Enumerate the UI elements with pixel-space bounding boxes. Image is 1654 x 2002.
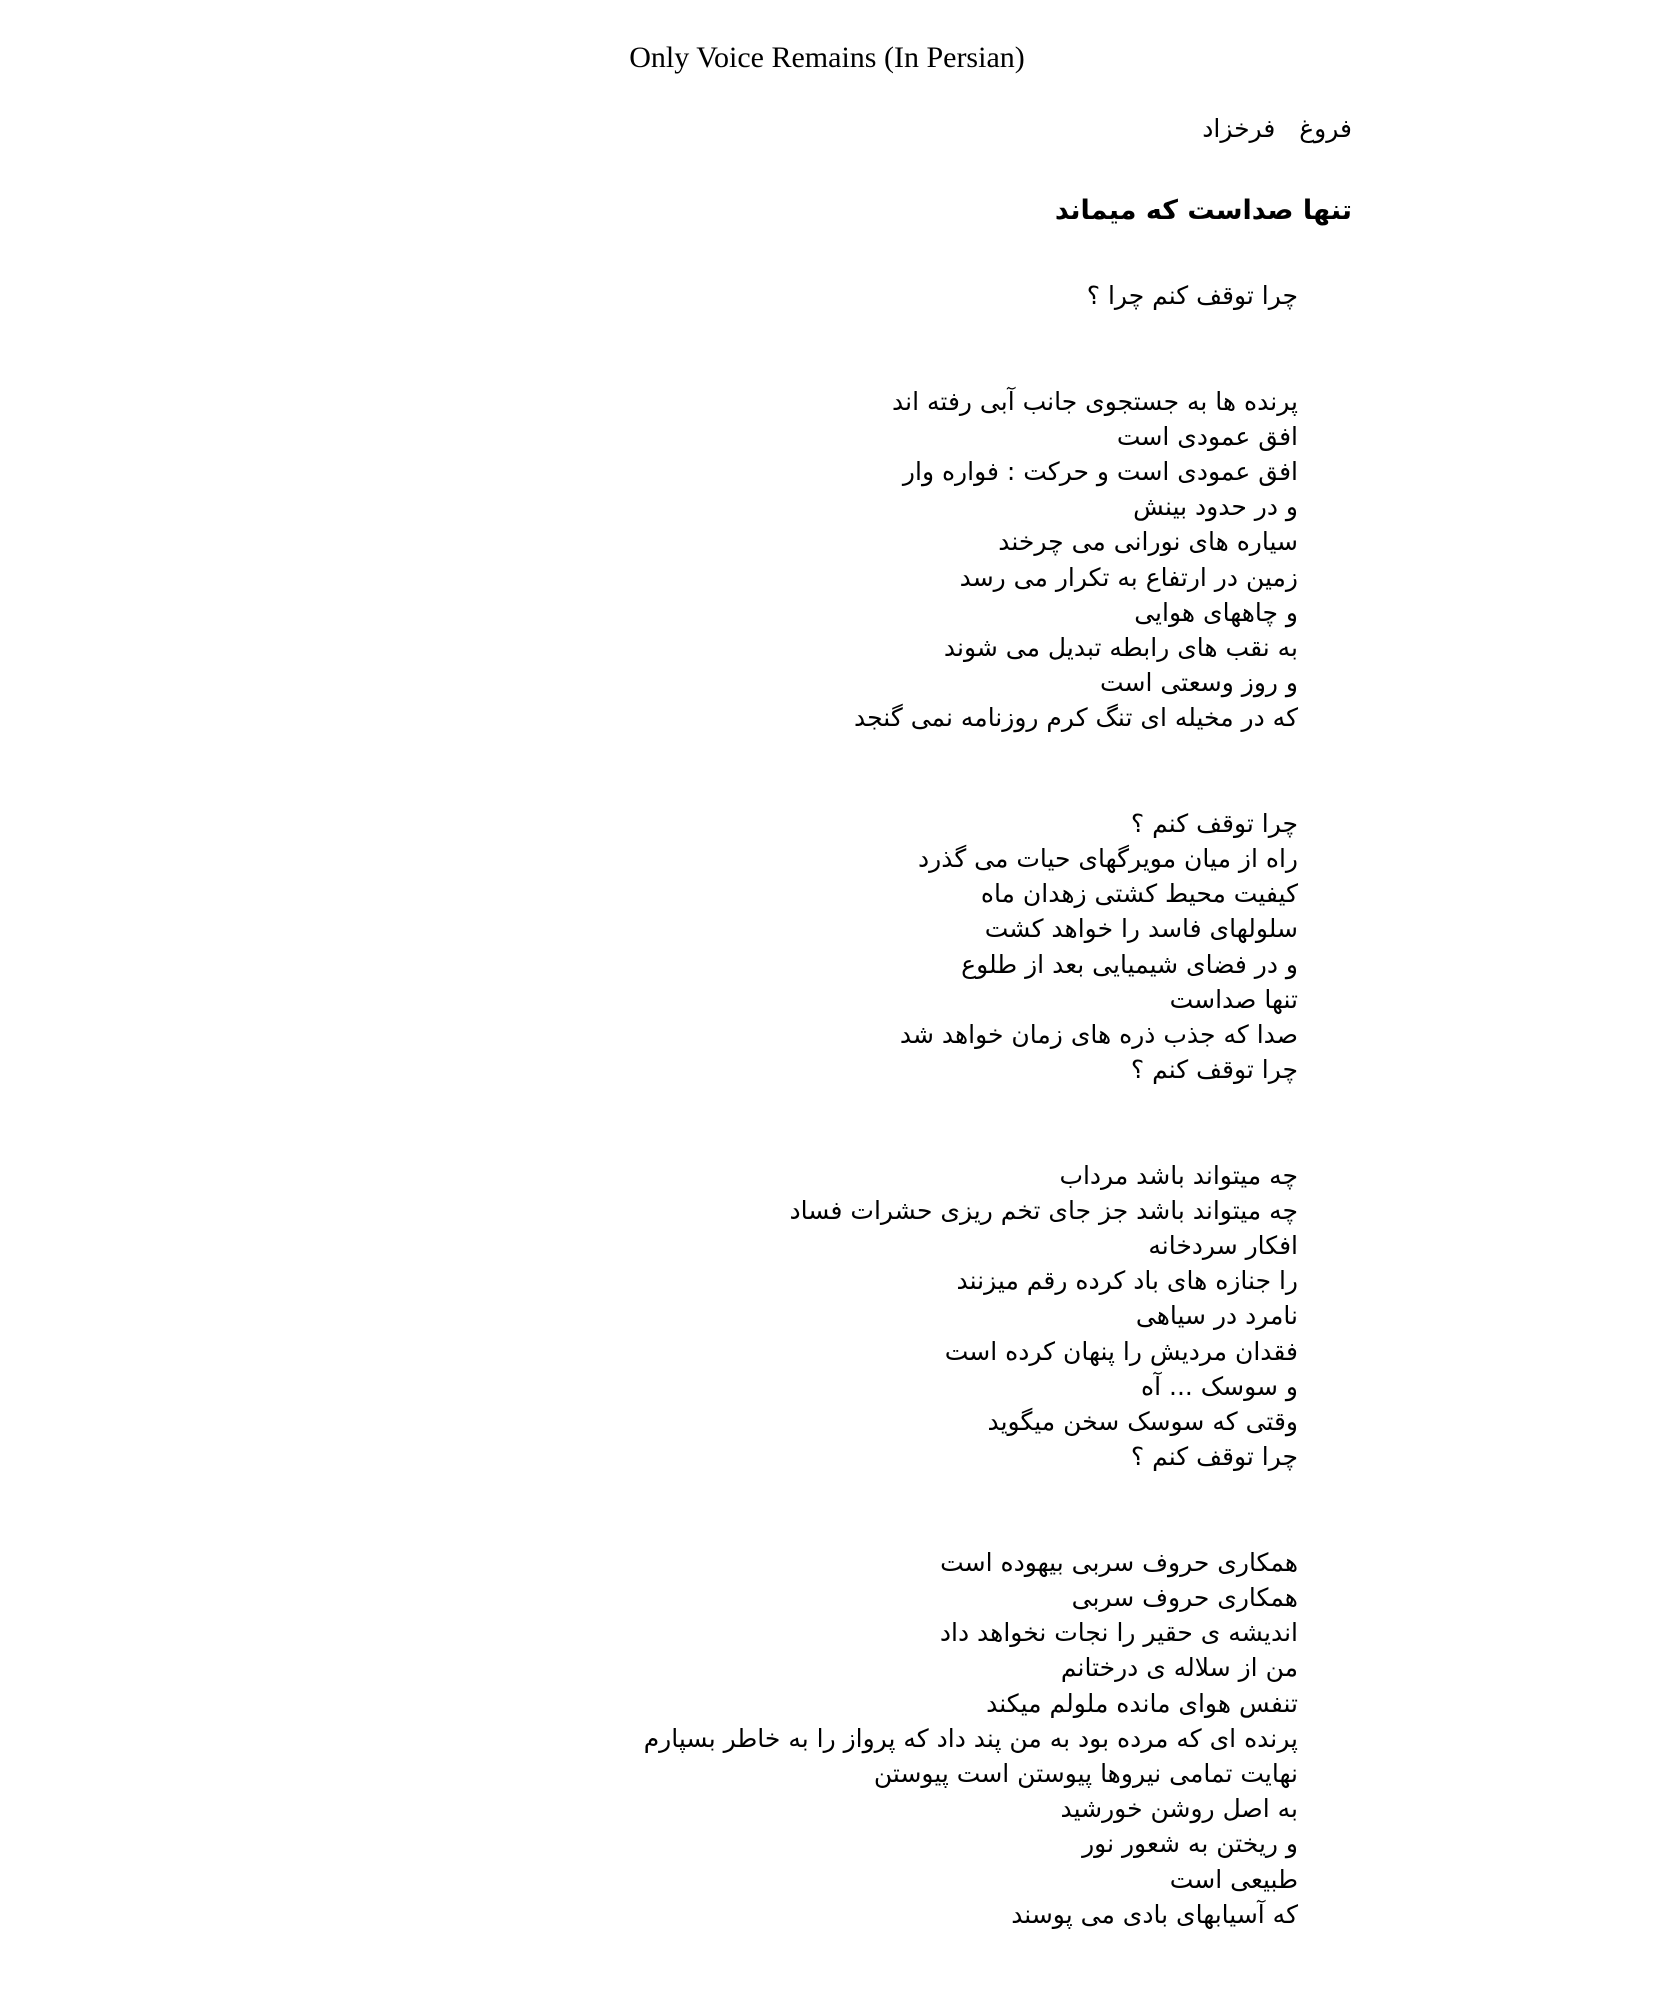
poem-line: چرا توقف کنم چرا ؟: [1086, 281, 1298, 310]
poem-title: تنها صداست که میماند: [1054, 195, 1352, 226]
poem-line: وقتی که سوسک سخن میگوید: [987, 1407, 1298, 1437]
poem-line: پرنده ها به جستجوی جانب آبی رفته اند: [892, 386, 1298, 416]
poem-line: نهایت تمامی نیروها پیوستن است پیوستن: [873, 1758, 1298, 1788]
poem-line: و سوسک ... آه: [1141, 1371, 1298, 1401]
poem-line: به اصل روشن خورشید: [1060, 1794, 1298, 1824]
poem-line: همکاری حروف سربی بیهوده است: [940, 1547, 1298, 1577]
document-title: Only Voice Remains (In Persian): [629, 41, 1025, 74]
poem-line: سیاره های نورانی می چرخند: [998, 527, 1298, 557]
poem-line: چرا توقف کنم ؟: [1130, 1055, 1298, 1085]
poem-line: نامرد در سیاهی: [1135, 1301, 1298, 1331]
stanza: [298, 278, 1298, 313]
poem-line: به نقب های رابطه تبدیل می شوند: [943, 632, 1298, 662]
poem-line: و چاههای هوایی: [1134, 597, 1298, 627]
poem-line: راه از میان مویرگهای حیات می گذرد: [917, 844, 1298, 874]
poem-line: سلولهای فاسد را خواهد کشت: [984, 914, 1298, 944]
stanza: [298, 1545, 1298, 1932]
poem-line: من از سلاله ی درختانم: [1060, 1653, 1298, 1683]
poem-line: زمین در ارتفاع به تکرار می رسد: [959, 562, 1298, 592]
poem-line: پرنده ای که مرده بود به من پند داد که پرواز را به خاطر بسپارم: [643, 1723, 1298, 1753]
author-name: فروغ فرخزاد: [1202, 114, 1352, 143]
poem-line: تنها صداست: [1169, 984, 1298, 1014]
poem-line: تنفس هوای مانده ملولم میکند: [986, 1688, 1298, 1718]
poem-line: چه میتواند باشد مرداب: [1059, 1160, 1298, 1190]
poem-line: اندیشه ی حقیر را نجات نخواهد داد: [939, 1618, 1298, 1648]
poem-line: چه میتواند باشد جز جای تخم ریزی حشرات فساد: [789, 1195, 1298, 1225]
stanza: [298, 1158, 1298, 1475]
poem-line: چرا توقف کنم ؟: [1130, 808, 1298, 838]
poem-body: [298, 278, 1298, 2002]
poem-line: صدا که جذب ذره های زمان خواهد شد: [899, 1019, 1298, 1049]
poem-line: و روز وسعتی است: [1099, 668, 1298, 698]
poem-line: چرا توقف کنم ؟: [1130, 1442, 1298, 1472]
poem-line: فقدان مردیش را پنهان کرده است: [944, 1336, 1298, 1366]
poem-line: همکاری حروف سربی: [1071, 1583, 1298, 1612]
poem-line: و در فضای شیمیایی بعد از طلوع: [961, 949, 1298, 979]
poem-line: افق عمودی است: [1116, 421, 1298, 451]
poem-line: کیفیت محیط کشتی زهدان ماه: [980, 879, 1298, 909]
poem-line: افکار سردخانه: [1148, 1231, 1298, 1261]
poem-line: که در مخیله ای تنگ کرم روزنامه نمی گنجد: [854, 703, 1298, 733]
poem-line: را جنازه های باد کرده رقم میزنند: [956, 1266, 1298, 1296]
stanza: [298, 384, 1298, 736]
stanza: [298, 806, 1298, 1088]
poem-line: و ریختن به شعور نور: [1082, 1829, 1298, 1859]
poem-line: و در حدود بینش: [1133, 492, 1298, 522]
poem-line: طبیعی است: [1169, 1864, 1298, 1894]
poem-line: که آسیابهای بادی می پوسند: [1011, 1899, 1298, 1929]
poem-line: افق عمودی است و حرکت : فواره وار: [902, 456, 1298, 486]
